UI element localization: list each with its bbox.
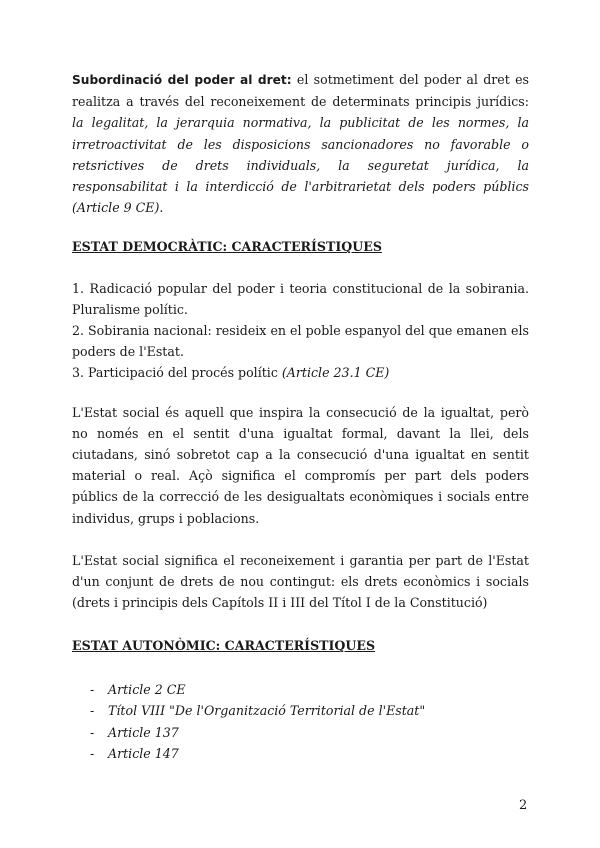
list-item-text: Article 2 CE [108,681,186,697]
intro-paragraph [72,69,529,218]
intro-italic-text: la legalitat, la jerarquia normativa, la publicitat de les normes, la irretroactivitat de les disposicions sancionadores no favorable o retsrictives de drets individuals, la seguretat jurídica, la responsabilitat i la interdicció de l'arbitrarietat dels poders públics (Article 9 CE) [72,115,529,216]
list-item-text: Article 137 [108,724,179,740]
democratic-item-3-text: 3. Participació del procés polític [72,365,282,381]
dash-bullet: - [90,681,95,697]
dash-bullet: - [90,724,95,740]
list-item [90,700,529,722]
list-item [90,679,529,701]
democratic-item-3 [72,362,529,383]
autonomic-list [90,679,529,765]
democratic-item-2: 2. Sobirania nacional: resideix en el poble espanyol del que emanen els poders de l'Estat. [72,323,529,360]
list-item [90,722,529,744]
dash-bullet: - [90,746,95,762]
intro-bold-lead: Subordinació del poder al dret [72,73,287,87]
dash-bullet: - [90,703,95,719]
democratic-item-3-ref: (Article 23.1 CE) [281,365,390,381]
document-page [72,69,529,765]
intro-end: . [159,200,164,216]
page-number: 2 [519,798,528,813]
intro-plain-text: el sotmetiment del poder al dret es realitza a través del reconeixement de determinats principis jurídics: [72,72,529,110]
list-item [90,743,529,765]
list-item-text: Article 147 [108,746,179,762]
social-state-paragraph-2: L'Estat social significa el reconeixement i garantia per part de l'Estat d'un conjunt de drets de nou contingut: els drets econòmics i socials (drets i principis dels Capítols II i III del Títol I de la Constitució) [72,552,529,611]
section-heading-autonomic: ESTAT AUTONÒMIC: CARACTERÍSTIQUES [72,638,376,654]
social-state-paragraph-1: L'Estat social és aquell que inspira la consecució de la igualtat, però no només en el sentit d'una igualtat formal, davant la llei, dels ciutadans, sinó sobretot cap a la consecució d'una igualtat en sentit material o real. Açò significa el compromís per part dels poders públics de la correcció de les desigualtats econòmiques i socials entre individus, grups i poblacions. [72,404,529,526]
democratic-item-1: 1. Radicació popular del poder i teoria constitucional de la sobirania. Pluralisme polític. [72,280,529,317]
list-item-text: Títol VIII "De l'Organització Territorial de l'Estat" [108,703,426,719]
intro-colon: : [286,73,292,87]
section-heading-democratic: ESTAT DEMOCRÀTIC: CARACTERÍSTIQUES [72,239,382,255]
